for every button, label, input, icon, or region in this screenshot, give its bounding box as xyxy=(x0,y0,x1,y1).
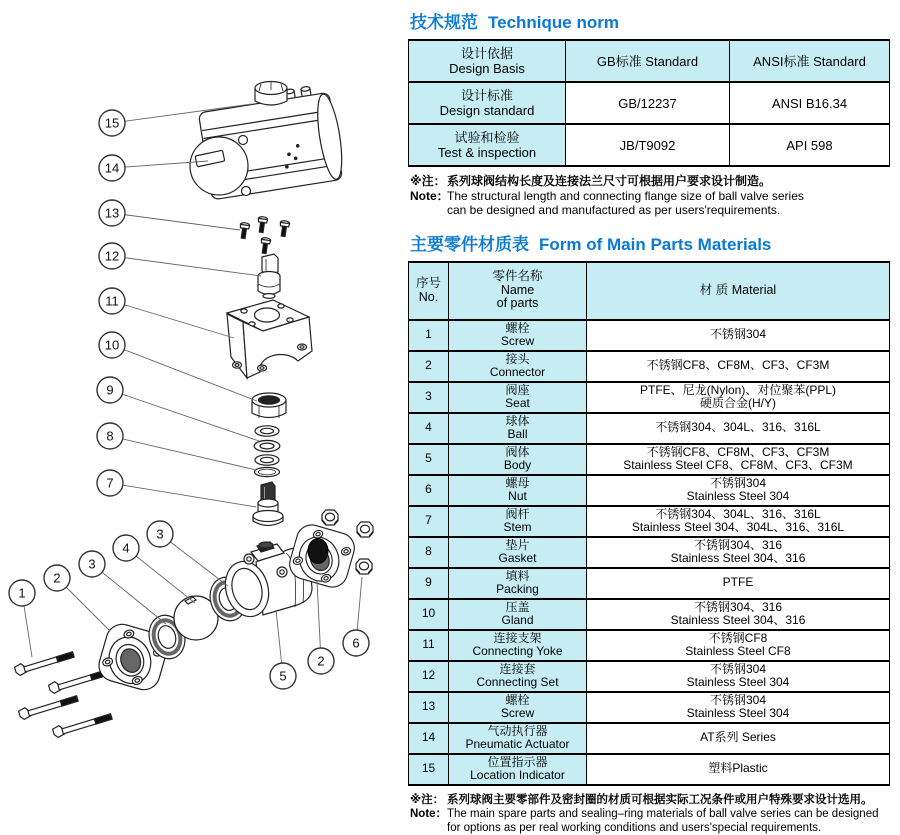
no-cell: 5 xyxy=(409,444,449,475)
parts-materials-title-en: Form of Main Parts Materials xyxy=(539,234,772,254)
material-cell: 不锈钢CF8 Stainless Steel CF8 xyxy=(587,630,890,661)
right-panel xyxy=(408,0,896,835)
callout-3-top: 3 xyxy=(156,526,164,542)
material-header: 材 质 Material xyxy=(587,262,890,320)
table-row xyxy=(409,124,890,166)
part-row-12 xyxy=(409,661,890,692)
gland-nut xyxy=(252,393,286,418)
name-cell: 压盖 Gland xyxy=(449,599,587,630)
connecting-yoke xyxy=(227,300,312,378)
callout-3-left: 3 xyxy=(88,556,96,572)
no-cell: 8 xyxy=(409,537,449,568)
note-label-en: Note： xyxy=(410,807,448,820)
material-cell: 不锈钢304、304L、316、316L Stainless Steel 304、304L、316、316L xyxy=(587,506,890,537)
name-cell: 垫片 Gasket xyxy=(449,537,587,568)
callout-4: 4 xyxy=(122,540,130,556)
material-cell: 不锈钢304、316 Stainless Steel 304、316 xyxy=(587,537,890,568)
gb-value-cell: JB/T9092 xyxy=(566,124,730,166)
callout-2-left: 2 xyxy=(53,570,61,586)
name-cell: 螺母 Nut xyxy=(449,475,587,506)
material-cell: 不锈钢304 Stainless Steel 304 xyxy=(587,661,890,692)
material-cell: 塑料Plastic xyxy=(587,754,890,785)
screws-top xyxy=(239,216,290,254)
table-row xyxy=(409,82,890,124)
note-text-zh: 系列球阀结构长度及连接法兰尺寸可根据用户要求设计制造。 xyxy=(447,174,772,188)
callout-12: 12 xyxy=(104,248,120,264)
name-cell: 填料 Packing xyxy=(449,568,587,599)
callout-9: 9 xyxy=(106,382,114,398)
material-cell: 不锈钢CF8、CF8M、CF3、CF3M Stainless Steel CF8、CF8M、CF3、CF3M xyxy=(587,444,890,475)
table-row xyxy=(409,40,890,82)
part-row-14 xyxy=(409,723,890,754)
material-cell: PTFE xyxy=(587,568,890,599)
note-label-zh: ※注： xyxy=(410,174,446,188)
technique-norm-note xyxy=(410,174,892,218)
gb-standard-cell: GB标准 Standard xyxy=(566,40,730,82)
part-row-9 xyxy=(409,568,890,599)
name-cell: 螺栓 Screw xyxy=(449,692,587,723)
no-cell: 1 xyxy=(409,320,449,351)
packing-rings xyxy=(254,426,280,465)
part-row-10 xyxy=(409,599,890,630)
name-cell: 阀体 Body xyxy=(449,444,587,475)
design-standard-cell: 设计标准 Design standard xyxy=(409,82,566,124)
name-cell: 阀座 Seat xyxy=(449,382,587,413)
callout-14: 14 xyxy=(104,160,120,176)
no-cell: 12 xyxy=(409,661,449,692)
no-cell: 2 xyxy=(409,351,449,382)
technique-norm-title-zh: 技术规范 xyxy=(410,13,478,32)
exploded-view-diagram xyxy=(0,0,410,819)
design-basis-cell: 设计依据 Design Basis xyxy=(409,40,566,82)
note-text-en: The structural length and connecting flange size of ball valve series can be designed and manufactured as per users'requirements. xyxy=(447,188,804,217)
technique-norm-table xyxy=(408,39,890,167)
name-cell: 螺栓 Screw xyxy=(449,320,587,351)
part-row-13 xyxy=(409,692,890,723)
callout-5: 5 xyxy=(279,668,287,684)
technique-norm-title xyxy=(410,8,896,33)
note-text-en: The main spare parts and sealing–ring materials of ball valve series can be designed for options as per real working conditions and users'special requirements. xyxy=(447,807,879,834)
ansi-value-cell: ANSI B16.34 xyxy=(730,82,890,124)
no-header: 序号 No. xyxy=(409,262,449,320)
ansi-standard-cell: ANSI标准 Standard xyxy=(730,40,890,82)
pneumatic-actuator xyxy=(190,82,346,200)
part-row-1 xyxy=(409,320,890,351)
name-cell: 球体 Ball xyxy=(449,413,587,444)
part-row-11 xyxy=(409,630,890,661)
no-cell: 15 xyxy=(409,754,449,785)
callout-10: 10 xyxy=(104,337,120,353)
part-row-6 xyxy=(409,475,890,506)
header-row xyxy=(409,262,890,320)
no-cell: 6 xyxy=(409,475,449,506)
callout-13: 13 xyxy=(104,205,120,221)
part-row-4 xyxy=(409,413,890,444)
callout-8: 8 xyxy=(106,428,114,444)
name-cell: 连接套 Connecting Set xyxy=(449,661,587,692)
callout-15: 15 xyxy=(104,115,120,131)
ansi-value-cell: API 598 xyxy=(730,124,890,166)
note-label-zh: ※注： xyxy=(410,793,445,806)
location-indicator-knob xyxy=(255,82,287,106)
part-row-7 xyxy=(409,506,890,537)
name-cell: 气动执行器 Pneumatic Actuator xyxy=(449,723,587,754)
bolts xyxy=(14,648,113,738)
material-cell: AT系列 Series xyxy=(587,723,890,754)
name-cell: 阀杆 Stem xyxy=(449,506,587,537)
gb-value-cell: GB/12237 xyxy=(566,82,730,124)
test-inspection-cell: 试验和检验 Test & inspection xyxy=(409,124,566,166)
material-cell: PTFE、尼龙(Nylon)、对位聚苯(PPL) 硬质合金(H/Y) xyxy=(587,382,890,413)
name-cell: 连接支架 Connecting Yoke xyxy=(449,630,587,661)
material-cell: 不锈钢304 xyxy=(587,320,890,351)
valve-stem xyxy=(253,482,283,526)
material-cell: 不锈钢304、316 Stainless Steel 304、316 xyxy=(587,599,890,630)
callout-1: 1 xyxy=(18,585,26,601)
part-row-5 xyxy=(409,444,890,475)
name-header: 零件名称 Name of parts xyxy=(449,262,587,320)
no-cell: 3 xyxy=(409,382,449,413)
material-cell: 不锈钢304 Stainless Steel 304 xyxy=(587,475,890,506)
name-cell: 位置指示器 Location Indicator xyxy=(449,754,587,785)
note-text-zh: 系列球阀主要零部件及密封圈的材质可根据实际工况条件或用户特殊要求设计选用。 xyxy=(447,793,873,806)
no-cell: 11 xyxy=(409,630,449,661)
gasket-ring xyxy=(255,467,280,476)
part-row-3 xyxy=(409,382,890,413)
no-cell: 4 xyxy=(409,413,449,444)
part-row-15 xyxy=(409,754,890,785)
no-cell: 14 xyxy=(409,723,449,754)
note-label-en: Note： xyxy=(410,188,449,203)
parts-materials-note xyxy=(410,793,892,835)
callout-6: 6 xyxy=(352,635,360,651)
parts-materials-table xyxy=(408,261,890,786)
material-cell: 不锈钢304 Stainless Steel 304 xyxy=(587,692,890,723)
no-cell: 10 xyxy=(409,599,449,630)
no-cell: 13 xyxy=(409,692,449,723)
no-cell: 9 xyxy=(409,568,449,599)
callout-7: 7 xyxy=(106,475,114,491)
material-cell: 不锈钢304、304L、316、316L xyxy=(587,413,890,444)
part-row-2 xyxy=(409,351,890,382)
name-cell: 接头 Connector xyxy=(449,351,587,382)
parts-materials-title-zh: 主要零件材质表 xyxy=(410,234,529,254)
parts-materials-title xyxy=(410,230,896,255)
callout-11: 11 xyxy=(105,293,119,309)
connecting-set xyxy=(258,254,280,298)
no-cell: 7 xyxy=(409,506,449,537)
callout-2-right: 2 xyxy=(317,653,325,669)
material-cell: 不锈钢CF8、CF8M、CF3、CF3M xyxy=(587,351,890,382)
part-row-8 xyxy=(409,537,890,568)
technique-norm-title-en: Technique norm xyxy=(488,13,619,32)
